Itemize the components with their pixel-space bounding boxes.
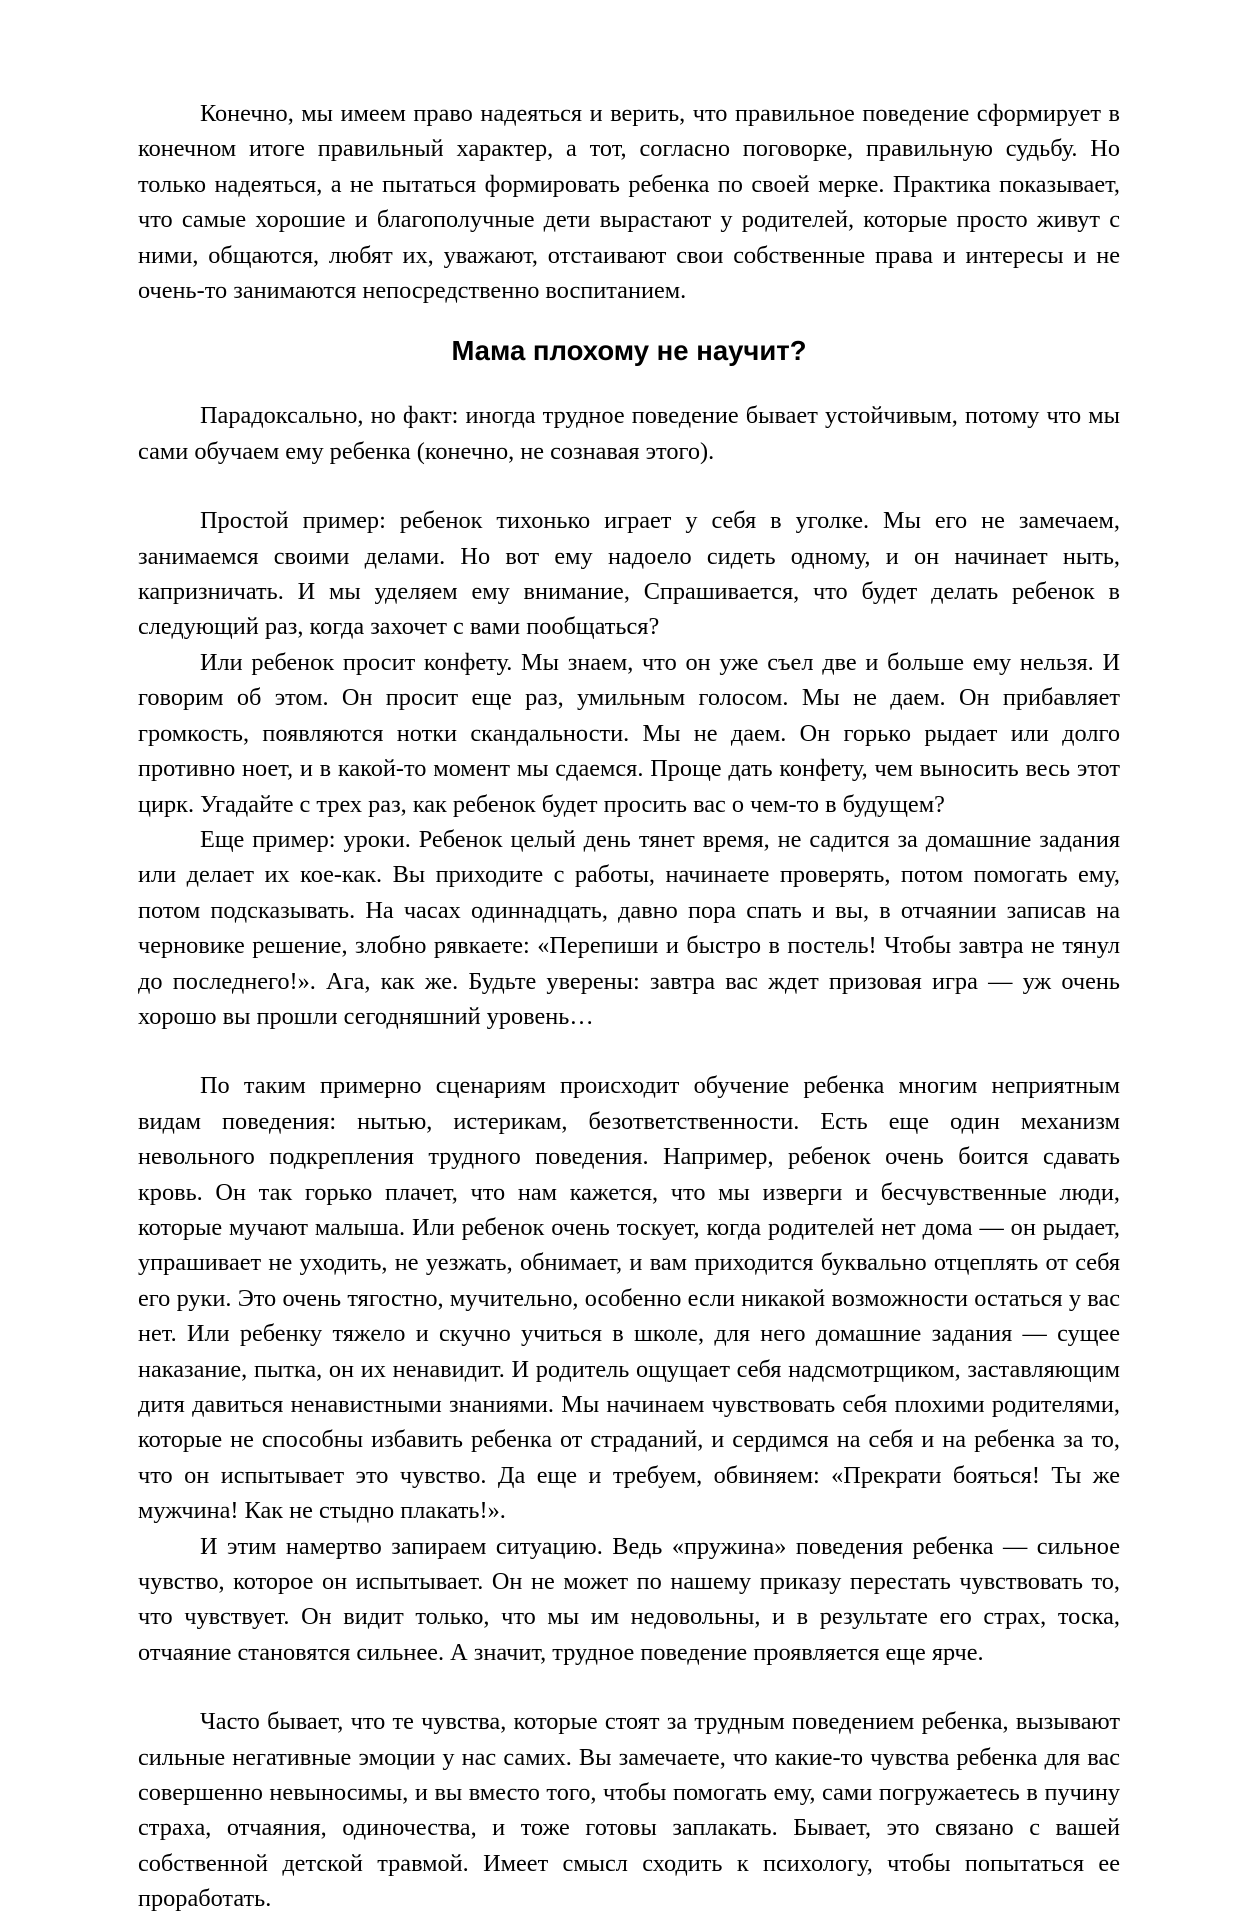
paragraph-scenarios: По таким примерно сценариям происходит обучение ребенка многим неприятным видам поведения: нытью, истерикам, безответственности. Есть еще один механизм невольного подкрепления трудного поведения. Например, ребенок очень боится сдавать кровь. Он так горько плачет, что нам кажется, что мы изверги и бесчувственные люди, которые мучают малыша. Или ребенок очень тоскует, когда родителей нет дома — он рыдает, упрашивает не уходить, не уезжать, обнимает, и вам приходится буквально отцеплять от себя его руки. Это очень тягостно, мучительно, особенно если никакой возможности остаться у вас нет. Или ребенку тяжело и скучно учиться в школе, для него домашние задания — сущее наказание, пытка, он их ненавидит. И родитель ощущает себя надсмотрщиком, заставляющим дитя давиться ненавистными знаниями. Мы начинаем чувствовать себя плохими родителями, которые не способны избавить ребенка от страданий, и сердимся на себя и на ребенка за то, что он испытывает это чувство. Да еще и требуем, обвиняем: «Прекрати бояться! Ты же мужчина! Как не стыдно плакать!». [138, 1072, 1120, 1525]
section-heading-block [138, 308, 1120, 398]
paragraph-paradox: Парадоксально, но факт: иногда трудное поведение бывает устойчивым, потому что мы сами обучаем ему ребенка (конечно, не сознавая этого). [138, 402, 1120, 465]
examples-group [138, 503, 1120, 1034]
page-content [138, 96, 1120, 1917]
paragraph-locking-situation: И этим намертво запираем ситуацию. Ведь «пружина» поведения ребенка — сильное чувство, которое он испытывает. Он не может по нашему приказу перестать чувствовать то, что чувствует. Он видит только, что мы им недовольны, и в результате его страх, тоска, отчаяние становятся сильнее. А значит, трудное поведение проявляется еще ярче. [138, 1532, 1120, 1666]
page-title: Мама плохому не научит? [451, 335, 807, 367]
paragraph-simple-example: Простой пример: ребенок тихонько играет у себя в уголке. Мы его не замечаем, занимаемся своими делами. Но вот ему надоело сидеть одному, и он начинает ныть, капризничать. И мы уделяем ему внимание, Спрашивается, что будет делать ребенок в следующий раз, когда захочет с вами пообщаться? [138, 507, 1120, 641]
paragraph-homework-example: Еще пример: уроки. Ребенок целый день тянет время, не садится за домашние задания или делает их кое-как. Вы приходите с работы, начинаете проверять, потом помогать ему, потом подсказывать. На часах одиннадцать, давно пора спать и вы, в отчаянии записав на черновике решение, злобно рявкаете: «Перепиши и быстро в постель! Чтобы завтра не тянул до последнего!». Ага, как же. Будьте уверены: завтра вас ждет призовая игра — уж очень хорошо вы прошли сегодняшний уровень… [138, 825, 1120, 1030]
paragraph-intro: Конечно, мы имеем право надеяться и верить, что правильное поведение сформирует в конечном итоге правильный характер, а тот, согласно поговорке, правильную судьбу. Но только надеяться, а не пытаться формировать ребенка по своей мерке. Практика показывает, что самые хорошие и благополучные дети вырастают у родителей, которые просто живут с ними, общаются, любят их, уважают, отстаивают свои собственные права и интересы и не очень-то занимаются непосредственно воспитанием. [138, 100, 1120, 305]
paragraph-parent-emotions: Часто бывает, что те чувства, которые стоят за трудным поведением ребенка, вызывают сильные негативные эмоции у нас самих. Вы замечаете, что какие-то чувства ребенка для вас совершенно невыносимы, и вы вместо того, чтобы помогать ему, сами погружаетесь в пучину страха, отчаяния, одиночества, и тоже готовы заплакать. Бывает, это связано с вашей собственной детской травмой. Имеет смысл сходить к психологу, чтобы попытаться ее проработать. [138, 1708, 1120, 1913]
paragraph-spacer-3 [138, 1670, 1120, 1704]
paragraph-spacer-2 [138, 1034, 1120, 1068]
mechanism-group [138, 1068, 1120, 1670]
paragraph-spacer [138, 469, 1120, 503]
paragraph-candy-example: Или ребенок просит конфету. Мы знаем, что он уже съел две и больше ему нельзя. И говорим об этом. Он просит еще раз, умильным голосом. Мы не даем. Он прибавляет громкость, появляются нотки скандальности. Мы не даем. Он горько рыдает или долго противно ноет, и в какой-то момент мы сдаемся. Проще дать конфету, чем выносить весь этот цирк. Угадайте с трех раз, как ребенок будет просить вас о чем-то в будущем? [138, 648, 1120, 818]
